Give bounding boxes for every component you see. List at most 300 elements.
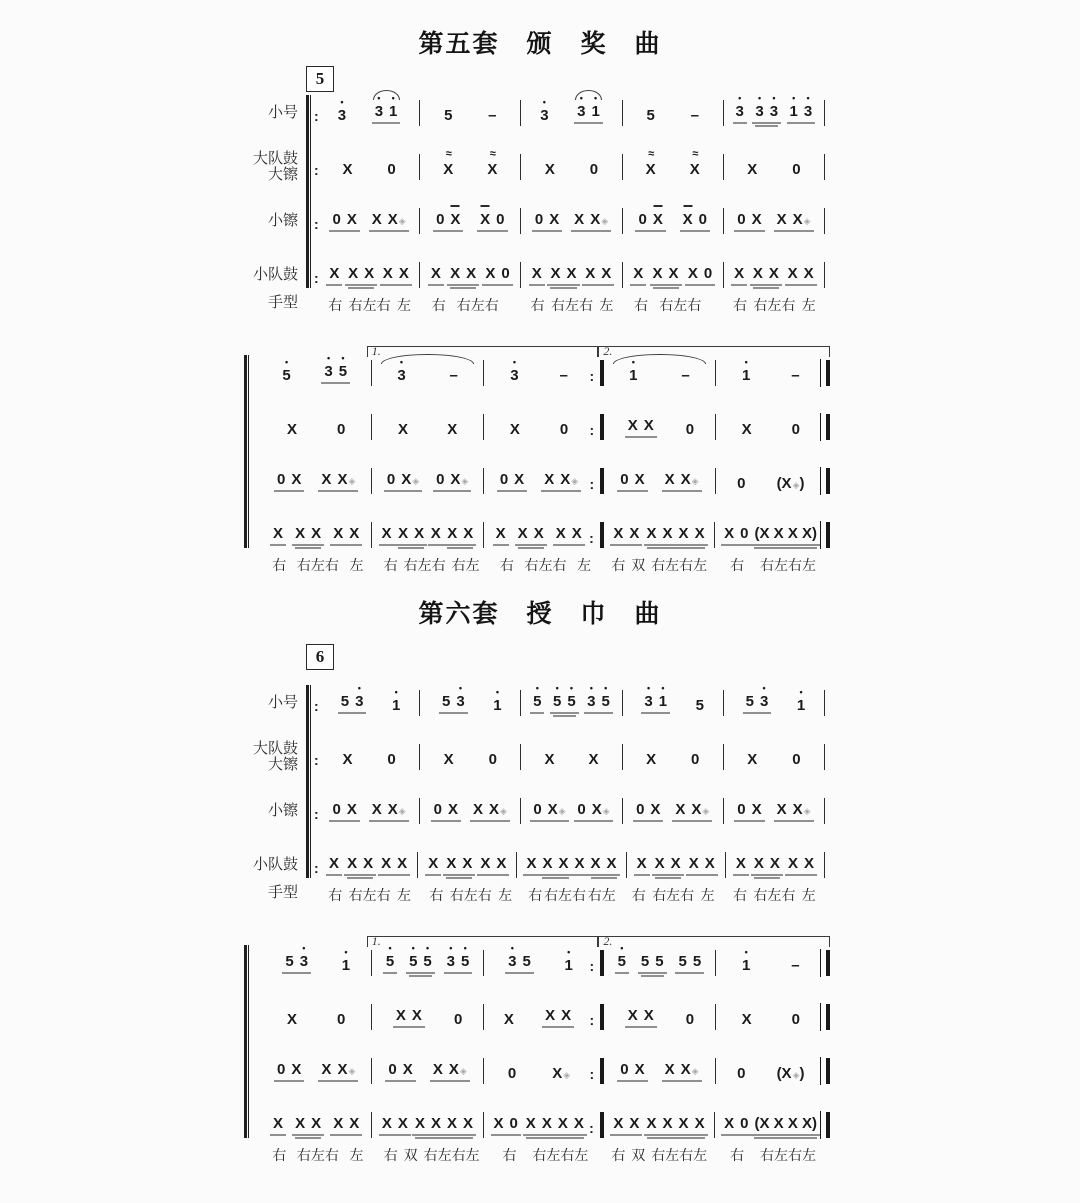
beam-group	[774, 211, 814, 232]
note-token: 0	[685, 421, 695, 438]
note-token: 0	[737, 801, 746, 818]
note-token: X	[541, 1115, 552, 1132]
small-cymbal-line	[252, 1058, 830, 1084]
beam-group	[412, 1115, 476, 1136]
rehearsal-number: 6	[315, 647, 325, 666]
note-token: X	[629, 525, 640, 542]
beam-group	[379, 1115, 411, 1136]
final-barline-thin	[820, 359, 821, 387]
choke-diamond-icon: ◈	[461, 476, 469, 486]
measure	[372, 943, 483, 976]
measure	[724, 154, 825, 180]
beam-group	[751, 1115, 820, 1136]
beam-group	[387, 751, 395, 768]
beam-group	[337, 421, 345, 438]
choke-diamond-icon: ◈	[792, 1070, 800, 1080]
trumpet-line	[198, 683, 825, 716]
repeat-end-dots: :	[589, 476, 595, 492]
note-token: X	[295, 1115, 306, 1132]
note-token: 3 •	[299, 943, 309, 970]
note-token: 3 •	[456, 683, 465, 710]
hand-token: 右	[631, 887, 646, 903]
note-token: 3 •	[577, 93, 586, 120]
octave-dot-icon: •	[399, 357, 404, 367]
note-token: X	[803, 265, 814, 282]
small-cymbal-line	[252, 468, 830, 494]
repeat-start-dots: :	[314, 698, 319, 714]
note-token: X	[634, 471, 645, 488]
note-token: X	[321, 471, 332, 488]
octave-dot-icon: •	[391, 93, 395, 103]
hand-token: 左	[498, 887, 513, 903]
note-token: X	[751, 211, 762, 228]
section6-system-1	[198, 683, 825, 934]
beam-group	[379, 525, 395, 546]
measure	[310, 744, 420, 770]
beam-group	[721, 525, 751, 546]
note-token: X	[295, 525, 306, 542]
measure	[252, 522, 372, 548]
measure	[252, 1004, 372, 1030]
beam-group	[287, 421, 297, 438]
note-token: X	[466, 265, 477, 282]
note-token: 5 •	[552, 683, 562, 710]
note-token: X	[776, 801, 787, 818]
section6-system-2	[252, 928, 830, 1194]
octave-dot-icon: •	[799, 687, 803, 697]
octave-dot-icon: •	[604, 683, 608, 693]
section5-system-2	[252, 338, 830, 604]
note-token: 5	[340, 693, 350, 710]
choke-diamond-icon: ◈	[348, 476, 356, 486]
note-token: X	[526, 855, 537, 872]
beam-group	[686, 855, 718, 876]
measure	[252, 468, 372, 494]
measure	[623, 262, 724, 288]
note-token: X	[654, 855, 665, 872]
beam-group	[447, 265, 479, 286]
beam-group	[274, 471, 304, 492]
beam-group	[791, 957, 799, 974]
measure	[521, 798, 622, 824]
hand-token: 右	[502, 1147, 517, 1163]
octave-dot-icon: •	[341, 353, 345, 363]
note-token: (X◈)	[776, 475, 805, 492]
repeat-end-dots: :	[589, 1066, 595, 1082]
note-token: X	[678, 1115, 689, 1132]
hand-token: 左	[396, 297, 411, 313]
measure	[420, 148, 521, 180]
note-token: 0	[791, 421, 800, 438]
beam-group	[392, 687, 401, 714]
note-token: X	[371, 211, 382, 228]
note-token: X	[668, 265, 679, 282]
note-token: 1 •	[389, 93, 398, 120]
part-label	[198, 798, 310, 824]
measure	[726, 852, 825, 878]
beam-group	[454, 1011, 462, 1028]
note-token: 0	[740, 1115, 749, 1132]
beam-group	[326, 855, 342, 876]
note-token: 0	[638, 211, 647, 228]
note-token: X◈	[488, 801, 507, 818]
beam-group	[747, 161, 757, 178]
hand-token: 右左右	[753, 887, 796, 903]
note-token: X	[450, 265, 461, 282]
note-token: X	[493, 1115, 504, 1132]
beam-group	[742, 357, 751, 384]
beam-group	[635, 211, 665, 232]
note-token: X	[381, 525, 392, 542]
beam-group	[571, 211, 611, 232]
measure	[521, 683, 622, 716]
note-token: X	[544, 751, 555, 768]
note-token: X	[601, 265, 612, 282]
note-token: X	[381, 855, 392, 872]
measure	[521, 154, 622, 180]
note-token: X◈	[792, 211, 811, 228]
measure	[623, 798, 724, 824]
note-token: X	[633, 265, 644, 282]
hand-pattern-measure	[375, 550, 489, 576]
note-token: X	[585, 265, 596, 282]
hand-token: 右左右左	[760, 557, 817, 573]
hand-pattern-measure	[420, 290, 521, 316]
repeat-start-dots: :	[314, 162, 319, 178]
octave-dot-icon: •	[594, 93, 598, 103]
note-token: X	[514, 471, 525, 488]
hand-token: 左	[801, 887, 816, 903]
beam-group	[270, 1115, 286, 1136]
beam-group	[444, 107, 452, 124]
hand-pattern-measure	[724, 290, 825, 316]
octave-dot-icon: •	[631, 357, 635, 367]
note-token: X	[571, 525, 582, 542]
small-drum-line	[198, 262, 825, 288]
note-token: –	[449, 367, 458, 384]
beam-group	[398, 421, 408, 438]
beam-group	[338, 683, 367, 714]
beam-group	[428, 265, 444, 286]
beam-group	[796, 687, 806, 714]
note-token: 0	[737, 475, 746, 492]
hand-token: 右	[499, 557, 514, 573]
measure	[418, 852, 517, 878]
beam-group	[610, 525, 642, 546]
small-cymbal-line	[198, 208, 825, 234]
beam-group	[482, 265, 512, 286]
hand-token: 右	[272, 1147, 287, 1163]
measure	[420, 100, 521, 126]
beam-group	[691, 751, 699, 768]
part-label	[198, 852, 310, 878]
note-token: X	[636, 855, 647, 872]
note-token: 3 •	[397, 357, 406, 384]
note-token: X	[741, 1011, 752, 1028]
overline-mark-icon	[683, 205, 692, 207]
note-token: X	[517, 525, 528, 542]
note-token: 0	[703, 265, 713, 282]
choke-diamond-icon: ◈	[558, 806, 566, 816]
octave-dot-icon: •	[426, 943, 430, 953]
note-token: X	[555, 525, 566, 542]
octave-dot-icon: •	[579, 93, 583, 103]
part-label	[198, 690, 310, 716]
note-token: X	[448, 801, 459, 818]
beam-group	[282, 357, 291, 384]
measure	[521, 262, 622, 288]
measure	[604, 1004, 715, 1030]
note-token: X	[550, 265, 561, 282]
hand-pattern-measure	[724, 880, 825, 906]
octave-dot-icon: •	[620, 943, 624, 953]
hand-token: 右左右	[544, 887, 586, 903]
note-token: 1 •	[341, 947, 351, 974]
note-token: X	[397, 855, 408, 872]
note-token: X	[734, 265, 745, 282]
part-label-line: 小镲	[267, 212, 298, 229]
note-token: X	[688, 855, 699, 872]
beam-group	[662, 471, 702, 492]
repeat-start-dots: :	[314, 860, 319, 876]
note-token: X	[329, 265, 340, 282]
note-token: X	[430, 265, 441, 282]
beam-group	[774, 801, 814, 822]
note-token: X	[480, 855, 491, 872]
octave-dot-icon: •	[535, 683, 539, 693]
note-token: 0	[388, 1061, 397, 1078]
note-token: X◈	[448, 1061, 467, 1078]
note-token: X	[574, 855, 585, 872]
note-token: –	[791, 957, 800, 974]
beam-group	[574, 93, 603, 124]
measure	[372, 522, 483, 548]
repeat-end-dots: :	[589, 1120, 594, 1136]
note-token: 5	[640, 953, 650, 970]
measure	[715, 1112, 830, 1138]
octave-dot-icon: •	[744, 357, 748, 367]
octave-dot-icon: •	[772, 93, 776, 103]
volta-label: 1.	[371, 934, 381, 948]
note-token: 0	[792, 161, 801, 178]
note-token: 5	[695, 697, 704, 714]
note-token: X	[741, 421, 752, 438]
beam-group	[510, 357, 519, 384]
hand-token: 右左	[451, 557, 480, 573]
note-token: X	[509, 421, 520, 438]
octave-dot-icon: •	[512, 357, 516, 367]
note-token: X	[650, 801, 661, 818]
note-token: 0	[791, 1011, 800, 1028]
note-token: X	[646, 1115, 657, 1132]
volta-bracket	[598, 936, 830, 947]
beam-group	[532, 211, 562, 232]
beam-group	[559, 367, 567, 384]
part-label-line: 小号	[267, 104, 298, 121]
octave-dot-icon: •	[646, 683, 651, 693]
choke-diamond-icon: ◈	[602, 806, 610, 816]
note-token: X	[544, 471, 555, 488]
note-token: 0	[509, 1115, 518, 1132]
note-token: 3 •	[755, 93, 764, 120]
beam-group	[444, 943, 473, 974]
hand-pattern-line	[198, 290, 825, 316]
note-token: X	[333, 1115, 344, 1132]
hand-token: 右	[530, 297, 545, 313]
note-token: X	[381, 1115, 392, 1132]
hand-pattern-measure	[489, 1140, 603, 1166]
hand-token: 右左右	[652, 887, 695, 903]
hand-pattern-measure	[716, 550, 830, 576]
note-token: 0	[387, 751, 396, 768]
hand-pattern-measure	[716, 1140, 830, 1166]
measure	[716, 947, 830, 976]
note-token: X	[664, 1061, 675, 1078]
bass-drum-large-cymbal-line	[198, 740, 825, 773]
note-token: 1 •	[742, 357, 751, 384]
note-token: X	[533, 525, 544, 542]
note-token: X	[291, 1061, 302, 1078]
beam-group	[680, 211, 710, 232]
part-label-line: 大队鼓	[252, 740, 298, 757]
hand-token: 左	[577, 557, 592, 573]
beam-group	[582, 265, 614, 286]
measure	[420, 262, 521, 288]
final-barline-thin	[820, 413, 821, 441]
beam-group	[650, 265, 682, 286]
note-token: X	[768, 265, 779, 282]
octave-dot-icon: •	[542, 97, 546, 107]
beam-group	[644, 1115, 708, 1136]
measure	[372, 414, 483, 440]
note-token: –	[559, 367, 568, 384]
note-token: 5	[522, 953, 531, 970]
hand-token: 右	[328, 887, 343, 903]
measure	[623, 744, 724, 770]
hand-pattern-measure	[310, 290, 420, 316]
note-token: X	[675, 801, 686, 818]
hand-token: 左	[349, 1147, 364, 1163]
note-token: 0	[740, 525, 749, 542]
octave-dot-icon: •	[326, 353, 331, 363]
note-token: X	[311, 525, 322, 542]
note-token: X	[398, 525, 409, 542]
hand-token: 右	[383, 557, 398, 573]
note-token: X ≈	[689, 148, 700, 178]
note-token: 3 •	[337, 97, 347, 124]
measure	[310, 852, 418, 878]
measure	[372, 468, 483, 494]
part-label	[198, 262, 310, 288]
choke-diamond-icon: ◈	[398, 806, 406, 816]
beam-group	[341, 947, 351, 974]
measure	[604, 1112, 715, 1138]
note-token: X	[463, 525, 474, 542]
octave-dot-icon: •	[567, 947, 571, 957]
note-token: 0	[436, 211, 445, 228]
measure	[715, 522, 830, 548]
note-token: 3 •	[769, 93, 779, 120]
note-token: 1 •	[493, 687, 502, 714]
note-token: 0	[620, 471, 629, 488]
measure	[724, 93, 825, 126]
measure	[252, 414, 372, 440]
beam-group	[378, 855, 410, 876]
note-token: 3 •	[759, 683, 769, 710]
octave-dot-icon: •	[555, 683, 559, 693]
note-token: 5 •	[282, 357, 291, 384]
beam-group	[510, 421, 520, 438]
hand-token: 左	[396, 887, 411, 903]
beam-group	[743, 683, 772, 714]
beam-group	[515, 525, 547, 546]
measure	[310, 683, 420, 716]
beam-group	[792, 161, 800, 178]
note-token: 0	[533, 801, 542, 818]
hand-token: 右左右	[524, 557, 567, 573]
beam-group	[734, 211, 764, 232]
note-token: 1 •	[629, 357, 638, 384]
hand-token: 右	[611, 1147, 626, 1163]
repeat-end-dots: :	[589, 530, 594, 546]
beam-group	[372, 93, 401, 124]
note-token: X	[549, 211, 560, 228]
measure	[310, 798, 420, 824]
measure	[252, 1112, 372, 1138]
repeat-end-dots: :	[589, 1012, 595, 1028]
note-token: 1 •	[658, 683, 668, 710]
final-barline-thin	[820, 1003, 821, 1031]
note-token: X	[747, 161, 758, 178]
note-token: X◈	[691, 801, 710, 818]
tremolo-mark-icon: ≈	[445, 148, 451, 160]
hand-token: 右左右	[659, 297, 702, 313]
measure	[623, 100, 724, 126]
note-token: X	[627, 417, 638, 434]
beam-group	[282, 943, 311, 974]
beam-group	[488, 107, 496, 124]
note-token: 0	[737, 1065, 746, 1082]
note-token: 3 •	[508, 943, 517, 970]
measure	[372, 1112, 483, 1138]
hand-token: 右	[611, 557, 626, 573]
beam-group	[447, 421, 457, 438]
hand-token: 右	[383, 1147, 398, 1163]
note-token: X	[573, 1115, 584, 1132]
beam-group	[646, 107, 654, 124]
note-token: X	[496, 855, 507, 872]
note-token: 5 •	[601, 683, 610, 710]
note-token: X	[724, 1115, 735, 1132]
measure	[484, 468, 604, 494]
beam-group	[541, 471, 581, 492]
beam-group	[491, 1115, 521, 1136]
hand-pattern-measure	[310, 880, 420, 906]
note-token: X◈	[337, 471, 356, 488]
hand-token: 左	[599, 297, 614, 313]
beam-group	[731, 265, 747, 286]
hand-token: 右左右左	[423, 1147, 480, 1163]
repeat-end-dots: :	[589, 422, 595, 438]
beam-group	[487, 148, 498, 178]
note-token: 5 •	[617, 943, 626, 970]
beam-group	[330, 525, 362, 546]
beam-group	[318, 1061, 358, 1082]
note-token: 0	[636, 801, 645, 818]
note-token: (X X X X)	[754, 1115, 817, 1132]
note-token: 0	[691, 751, 700, 768]
note-token: 5 •	[338, 353, 348, 380]
